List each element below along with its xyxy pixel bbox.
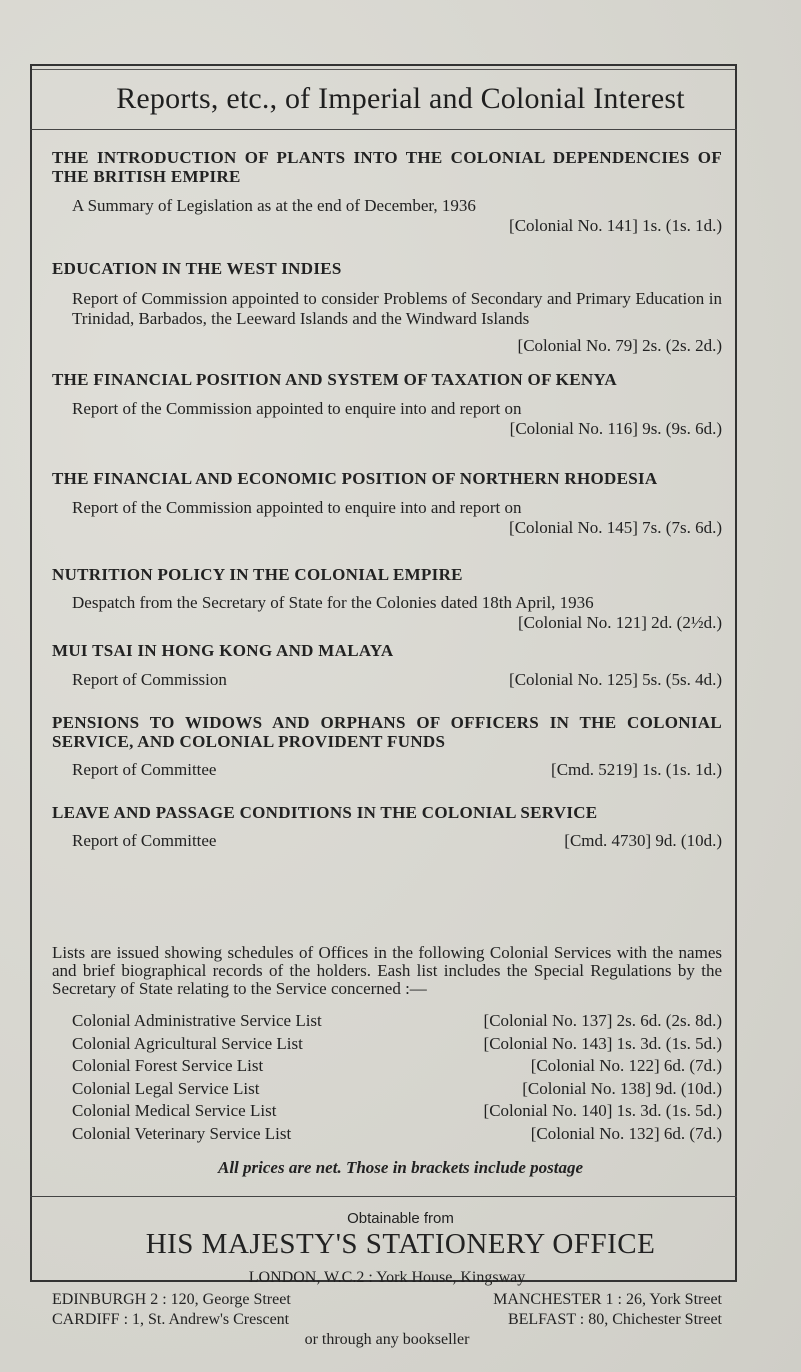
service-list-reference: [Colonial No. 122] 6d. (7d.): [530, 1056, 722, 1075]
stationery-office-name: HIS MAJESTY'S STATIONERY OFFICE: [145, 1228, 656, 1260]
entry-title: NUTRITION POLICY IN THE COLONIAL EMPIRE: [52, 565, 463, 584]
entry-title: THE FINANCIAL POSITION AND SYSTEM OF TAXATION OF KENYA: [52, 370, 618, 389]
entry-reference: [Cmd. 4730] 9d. (10d.): [564, 831, 722, 850]
entry-desc-row: [52, 670, 722, 690]
entry-reference: [Colonial No. 121] 2d. (2½d.): [518, 613, 722, 632]
title-divider: [30, 129, 737, 130]
service-list-reference: [Colonial No. 138] 9d. (10d.): [522, 1078, 722, 1098]
service-list-row: [72, 1100, 722, 1123]
service-list-reference: [Colonial No. 132] 6d. (7d.): [530, 1123, 722, 1143]
service-list-row: [72, 1055, 722, 1078]
bookseller-note: or through any bookseller: [304, 1331, 470, 1348]
service-list-row: [72, 1123, 722, 1146]
entry-reference: [Cmd. 5219] 1s. (1s. 1d.): [551, 760, 722, 779]
entry-description: Report of the Commission appointed to enquire into and report on: [72, 498, 522, 517]
entry-desc-row: [52, 760, 722, 780]
entry-kenya-taxation: [52, 370, 722, 439]
entry-desc-row: [52, 831, 722, 851]
entry-plants-introduction: [52, 148, 722, 236]
entry-description: Report of Committee: [72, 831, 217, 850]
service-list-name: Colonial Legal Service List: [72, 1078, 260, 1098]
entry-title: MUI TSAI IN HONG KONG AND MALAYA: [52, 641, 394, 660]
entry-mui-tsai: [52, 641, 722, 690]
service-list-name: Colonial Medical Service List: [72, 1101, 277, 1120]
service-list-row: [72, 1010, 722, 1033]
entry-description: A Summary of Legislation as at the end of December, 1936: [72, 196, 476, 215]
entry-reference: [Colonial No. 125] 5s. (5s. 4d.): [509, 670, 722, 689]
page-title: Reports, etc., of Imperial and Colonial Interest: [116, 82, 685, 115]
service-list-name: Colonial Administrative Service List: [72, 1011, 322, 1030]
entry-title: LEAVE AND PASSAGE CONDITIONS IN THE COLONIAL SERVICE: [52, 803, 598, 822]
address-row: [52, 1310, 722, 1329]
service-list-reference: [Colonial No. 143] 1s. 3d. (1s. 5d.): [483, 1033, 722, 1053]
entry-title: THE FINANCIAL AND ECONOMIC POSITION OF NORTHERN RHODESIA: [52, 469, 658, 488]
entry-reference: [Colonial No. 79] 2s. (2s. 2d.): [517, 336, 722, 355]
address-belfast: BELFAST : 80, Chichester Street: [507, 1311, 722, 1328]
entry-title: EDUCATION IN THE WEST INDIES: [52, 259, 342, 278]
service-lists: [72, 1010, 722, 1145]
prices-note: All prices are net. Those in brackets include postage: [217, 1158, 584, 1177]
footer-divider: [30, 1196, 737, 1197]
address-london: LONDON, W.C.2 : York House, Kingsway: [248, 1269, 526, 1286]
obtainable-from: Obtainable from: [347, 1210, 454, 1227]
entry-education-west-indies: [52, 259, 722, 356]
entry-reference: [Colonial No. 116] 9s. (9s. 6d.): [509, 419, 722, 438]
address-row: [52, 1290, 722, 1309]
entry-description: Report of Commission appointed to consider Problems of Secondary and Primary Education in Trinidad, Barbados, the Leeward Islands and the Windward Islands: [72, 289, 722, 328]
entry-description: Despatch from the Secretary of State for the Colonies dated 18th April, 1936: [72, 593, 594, 612]
service-list-row: [72, 1078, 722, 1101]
entry-description: Report of Commission: [72, 670, 227, 689]
entry-northern-rhodesia: [52, 469, 722, 538]
entry-reference: [Colonial No. 145] 7s. (7s. 6d.): [509, 518, 722, 537]
address-edinburgh: EDINBURGH 2 : 120, George Street: [52, 1291, 291, 1308]
entry-description: Report of the Commission appointed to enquire into and report on: [72, 399, 522, 418]
service-list-reference: [Colonial No. 137] 2s. 6d. (2s. 8d.): [483, 1011, 722, 1030]
entry-title: THE INTRODUCTION OF PLANTS INTO THE COLONIAL DEPENDENCIES OF THE BRITISH EMPIRE: [52, 148, 722, 186]
service-list-reference: [Colonial No. 140] 1s. 3d. (1s. 5d.): [483, 1101, 722, 1120]
service-list-row: [72, 1033, 722, 1056]
service-lists-intro: Lists are issued showing schedules of Offices in the following Colonial Services with the names and brief biographical records of the holders. Eash list includes the Special Regulations by the Secretary of State relating to the Service concerned :—: [52, 943, 722, 998]
entry-pensions-widows-orphans: [52, 713, 722, 780]
entry-nutrition-policy: [52, 565, 722, 633]
service-list-name: Colonial Veterinary Service List: [72, 1123, 292, 1143]
entry-leave-passage: [52, 803, 722, 851]
service-list-name: Colonial Agricultural Service List: [72, 1033, 303, 1053]
entry-title: PENSIONS TO WIDOWS AND ORPHANS OF OFFICERS IN THE COLONIAL SERVICE, AND COLONIAL PROVIDENT FUNDS: [52, 713, 722, 751]
entry-description: Report of Committee: [72, 760, 217, 779]
entry-reference: [Colonial No. 141] 1s. (1s. 1d.): [509, 216, 722, 235]
address-manchester: MANCHESTER 1 : 26, York Street: [493, 1291, 722, 1308]
address-cardiff: CARDIFF : 1, St. Andrew's Crescent: [52, 1311, 290, 1328]
service-list-name: Colonial Forest Service List: [72, 1056, 264, 1075]
